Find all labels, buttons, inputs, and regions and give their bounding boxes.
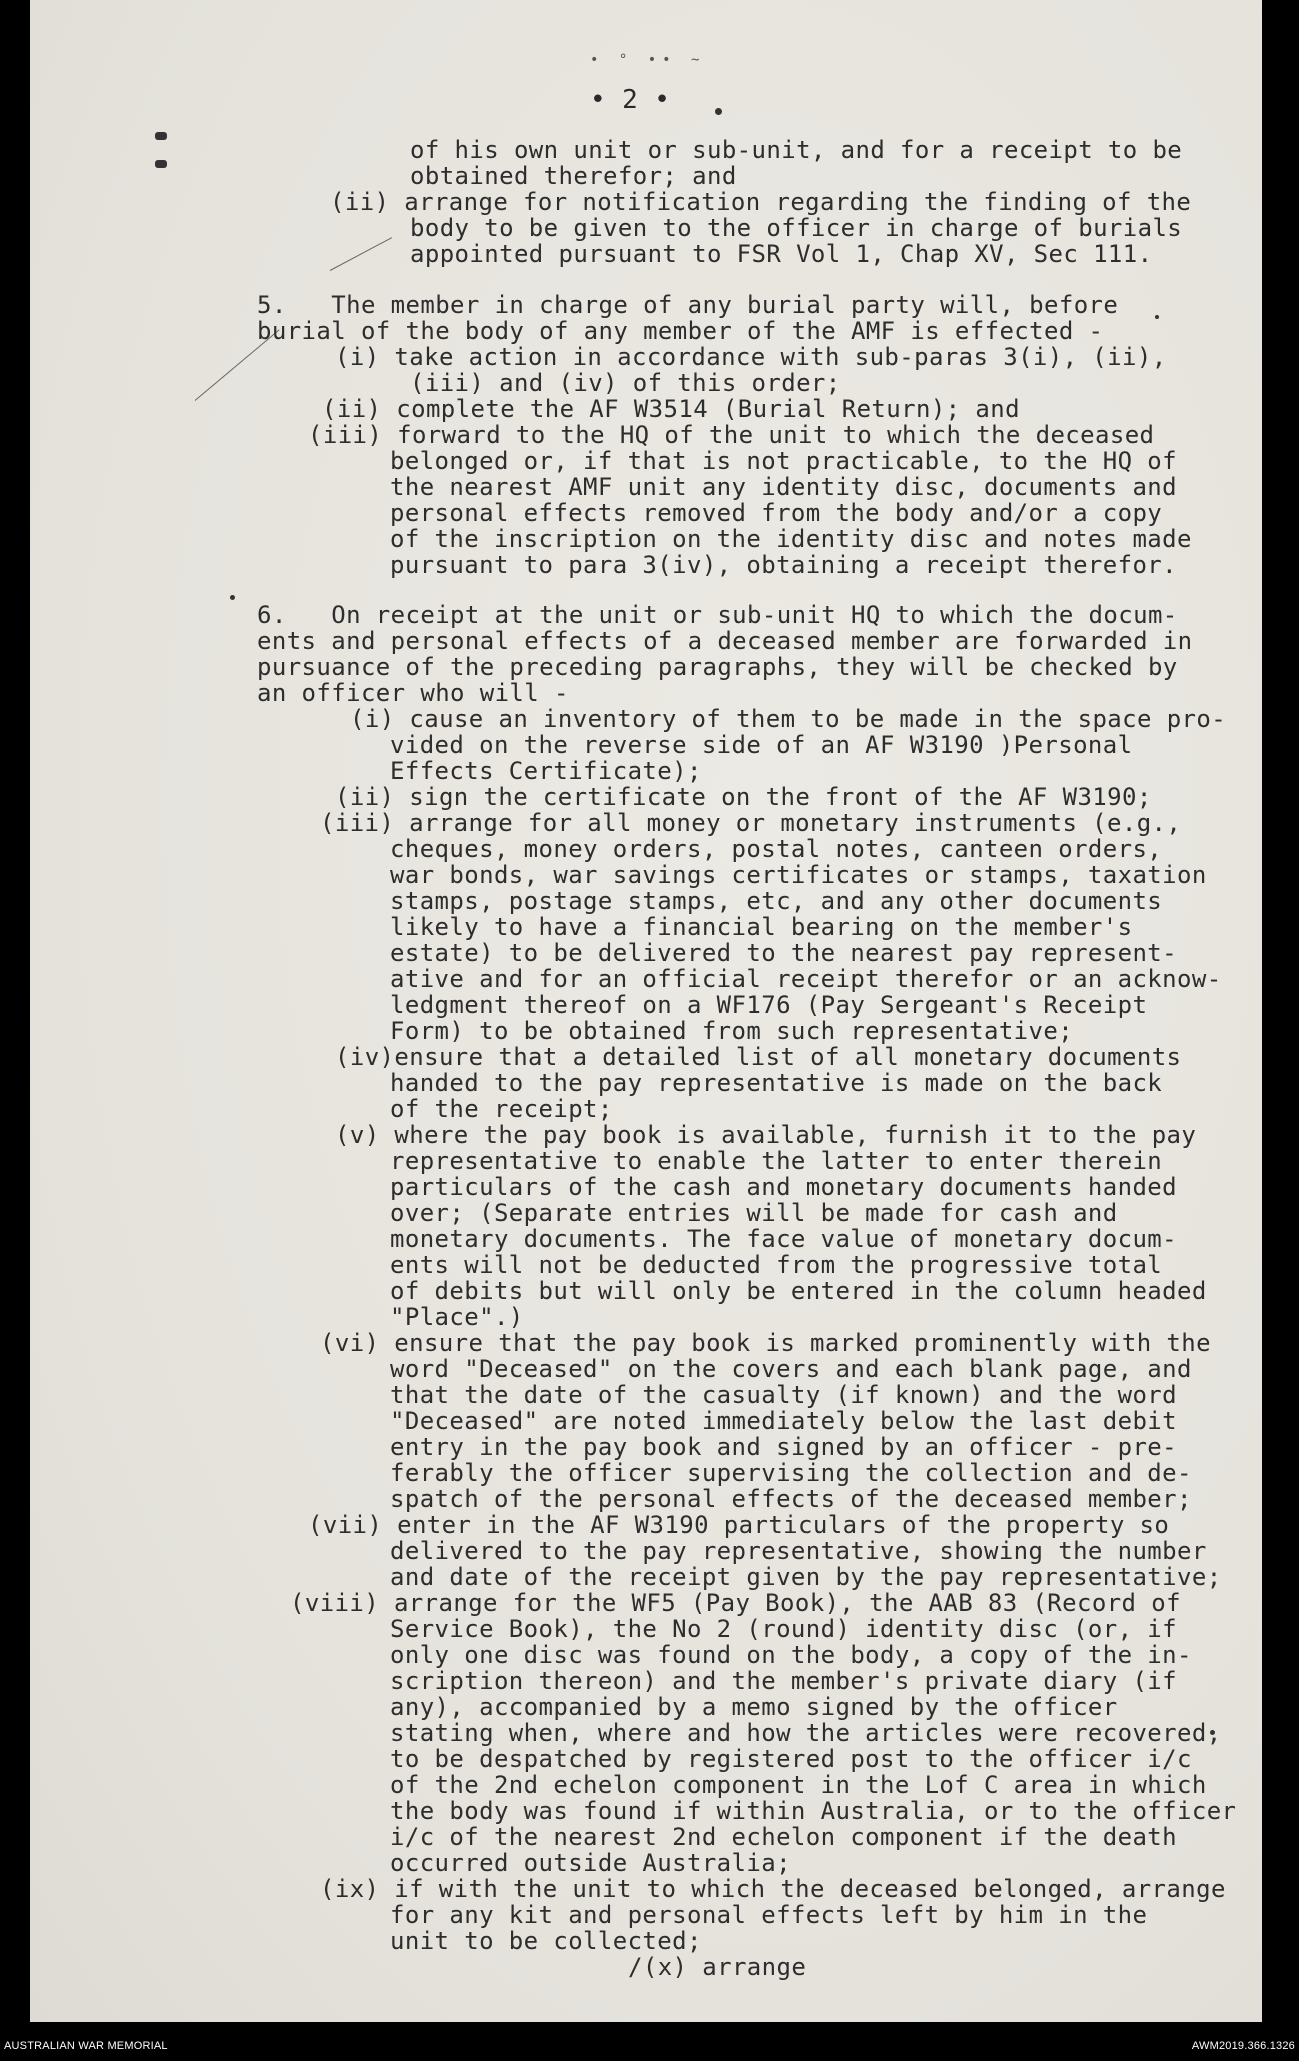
doc-line: and date of the receipt given by the pay representative; bbox=[390, 1563, 1222, 1591]
doc-line: pursuant to para 3(iv), obtaining a receipt therefor. bbox=[390, 551, 1178, 579]
doc-line: of the inscription on the identity disc and notes made bbox=[390, 525, 1192, 553]
doc-line: (ii) complete the AF W3514 (Burial Return); and bbox=[322, 395, 1020, 423]
doc-line: of the receipt; bbox=[390, 1095, 613, 1123]
doc-line: stamps, postage stamps, etc, and any other documents bbox=[390, 887, 1163, 915]
doc-line: unit to be collected; bbox=[390, 1927, 702, 1955]
binding-hole-mark-top bbox=[155, 132, 167, 140]
ink-dot bbox=[715, 108, 722, 115]
doc-line: (ix) if with the unit to which the deceased belonged, arrange bbox=[320, 1875, 1226, 1903]
doc-line: (vi) ensure that the pay book is marked prominently with the bbox=[320, 1329, 1211, 1357]
doc-line: (iii) forward to the HQ of the unit to which the deceased bbox=[308, 421, 1155, 449]
doc-line: the body was found if within Australia, or to the officer bbox=[390, 1797, 1237, 1825]
doc-line: 6. On receipt at the unit or sub-unit HQ to which the docum- bbox=[257, 601, 1178, 629]
doc-line: "Place".) bbox=[390, 1303, 524, 1331]
doc-line: ents will not be deducted from the progressive total bbox=[390, 1251, 1163, 1279]
doc-line: burial of the body of any member of the AMF is effected - bbox=[257, 317, 1104, 345]
doc-line: over; (Separate entries will be made for cash and bbox=[390, 1199, 1118, 1227]
doc-line: 5. The member in charge of any burial party will, before bbox=[257, 291, 1119, 319]
doc-line: handed to the pay representative is made on the back bbox=[390, 1069, 1163, 1097]
doc-line: (v) where the pay book is available, furnish it to the pay bbox=[335, 1121, 1197, 1149]
doc-line: stating when, where and how the articles were recovered, bbox=[390, 1719, 1222, 1747]
doc-line: personal effects removed from the body and/or a copy bbox=[390, 499, 1163, 527]
archive-credit: AUSTRALIAN WAR MEMORIAL bbox=[4, 2040, 168, 2052]
doc-line: (ii) arrange for notification regarding the finding of the bbox=[330, 188, 1192, 216]
doc-line: representative to enable the latter to enter therein bbox=[390, 1147, 1163, 1175]
page-number: • 2 • bbox=[590, 85, 671, 115]
doc-line: an officer who will - bbox=[257, 679, 569, 707]
doc-line: of his own unit or sub-unit, and for a receipt to be bbox=[410, 136, 1183, 164]
doc-line: of debits but will only be entered in the column headed bbox=[390, 1277, 1207, 1305]
doc-line: monetary documents. The face value of monetary docum- bbox=[390, 1225, 1178, 1253]
header-mark: • ° •• ~ bbox=[590, 52, 706, 68]
doc-line: ledgment thereof on a WF176 (Pay Sergeant's Receipt bbox=[390, 991, 1148, 1019]
doc-line: vided on the reverse side of an AF W3190 )Personal bbox=[390, 731, 1133, 759]
doc-line: Effects Certificate); bbox=[390, 757, 702, 785]
binding-hole-mark-bottom bbox=[155, 160, 167, 168]
doc-line: the nearest AMF unit any identity disc, documents and bbox=[390, 473, 1178, 501]
doc-line: word "Deceased" on the covers and each blank page, and bbox=[390, 1355, 1192, 1383]
document-sheet bbox=[30, 0, 1262, 2022]
doc-line: ents and personal effects of a deceased member are forwarded in bbox=[257, 627, 1193, 655]
doc-line: appointed pursuant to FSR Vol 1, Chap XV, Sec 111. bbox=[410, 240, 1153, 268]
doc-line: particulars of the cash and monetary documents handed bbox=[390, 1173, 1178, 1201]
doc-line: any), accompanied by a memo signed by the officer bbox=[390, 1693, 1118, 1721]
ink-dot bbox=[1155, 315, 1159, 319]
doc-line: obtained therefor; and bbox=[410, 162, 737, 190]
doc-line: for any kit and personal effects left by him in the bbox=[390, 1901, 1148, 1929]
doc-line: (ii) sign the certificate on the front of the AF W3190; bbox=[335, 783, 1152, 811]
doc-line: "Deceased" are noted immediately below the last debit bbox=[390, 1407, 1178, 1435]
doc-line: i/c of the nearest 2nd echelon component if the death bbox=[390, 1823, 1178, 1851]
doc-line: Service Book), the No 2 (round) identity disc (or, if bbox=[390, 1615, 1178, 1643]
doc-line: that the date of the casualty (if known) and the word bbox=[390, 1381, 1178, 1409]
doc-line: belonged or, if that is not practicable, to the HQ of bbox=[390, 447, 1178, 475]
doc-line: (iii) and (iv) of this order; bbox=[410, 369, 841, 397]
doc-line: only one disc was found on the body, a copy of the in- bbox=[390, 1641, 1192, 1669]
doc-line: (i) take action in accordance with sub-paras 3(i), (ii), bbox=[335, 343, 1167, 371]
doc-line: pursuance of the preceding paragraphs, they will be checked by bbox=[257, 653, 1178, 681]
doc-line: Form) to be obtained from such representative; bbox=[390, 1017, 1074, 1045]
doc-line: to be despatched by registered post to the officer i/c bbox=[390, 1745, 1192, 1773]
doc-line: entry in the pay book and signed by an officer - pre- bbox=[390, 1433, 1178, 1461]
archive-reference: AWM2019.366.1326 bbox=[1191, 2040, 1295, 2052]
doc-line: (vii) enter in the AF W3190 particulars of the property so bbox=[308, 1511, 1170, 1539]
typed-document bbox=[30, 0, 1262, 2022]
doc-line: war bonds, war savings certificates or stamps, taxation bbox=[390, 861, 1207, 889]
doc-line: (viii) arrange for the WF5 (Pay Book), the AAB 83 (Record of bbox=[290, 1589, 1181, 1617]
ink-dot bbox=[230, 595, 235, 600]
doc-line: ative and for an official receipt therefor or an acknow- bbox=[390, 965, 1222, 993]
doc-line: ferably the officer supervising the collection and de- bbox=[390, 1459, 1192, 1487]
doc-line: delivered to the pay representative, showing the number bbox=[390, 1537, 1207, 1565]
doc-line: spatch of the personal effects of the deceased member; bbox=[390, 1485, 1192, 1513]
doc-line: body to be given to the officer in charge of burials bbox=[410, 214, 1183, 242]
doc-line: of the 2nd echelon component in the Lof C area in which bbox=[390, 1771, 1207, 1799]
doc-line: estate) to be delivered to the nearest pay represent- bbox=[390, 939, 1178, 967]
doc-line: (iv)ensure that a detailed list of all monetary documents bbox=[335, 1043, 1182, 1071]
doc-line: scription thereon) and the member's private diary (if bbox=[390, 1667, 1178, 1695]
catchword-line: /(x) arrange bbox=[628, 1953, 807, 1981]
doc-line: cheques, money orders, postal notes, canteen orders, bbox=[390, 835, 1163, 863]
doc-line: occurred outside Australia; bbox=[390, 1849, 791, 1877]
doc-line: likely to have a financial bearing on the member's bbox=[390, 913, 1133, 941]
doc-line: (i) cause an inventory of them to be made in the space pro- bbox=[350, 705, 1227, 733]
doc-line: (iii) arrange for all money or monetary instruments (e.g., bbox=[320, 809, 1182, 837]
pencil-mark bbox=[330, 237, 392, 271]
